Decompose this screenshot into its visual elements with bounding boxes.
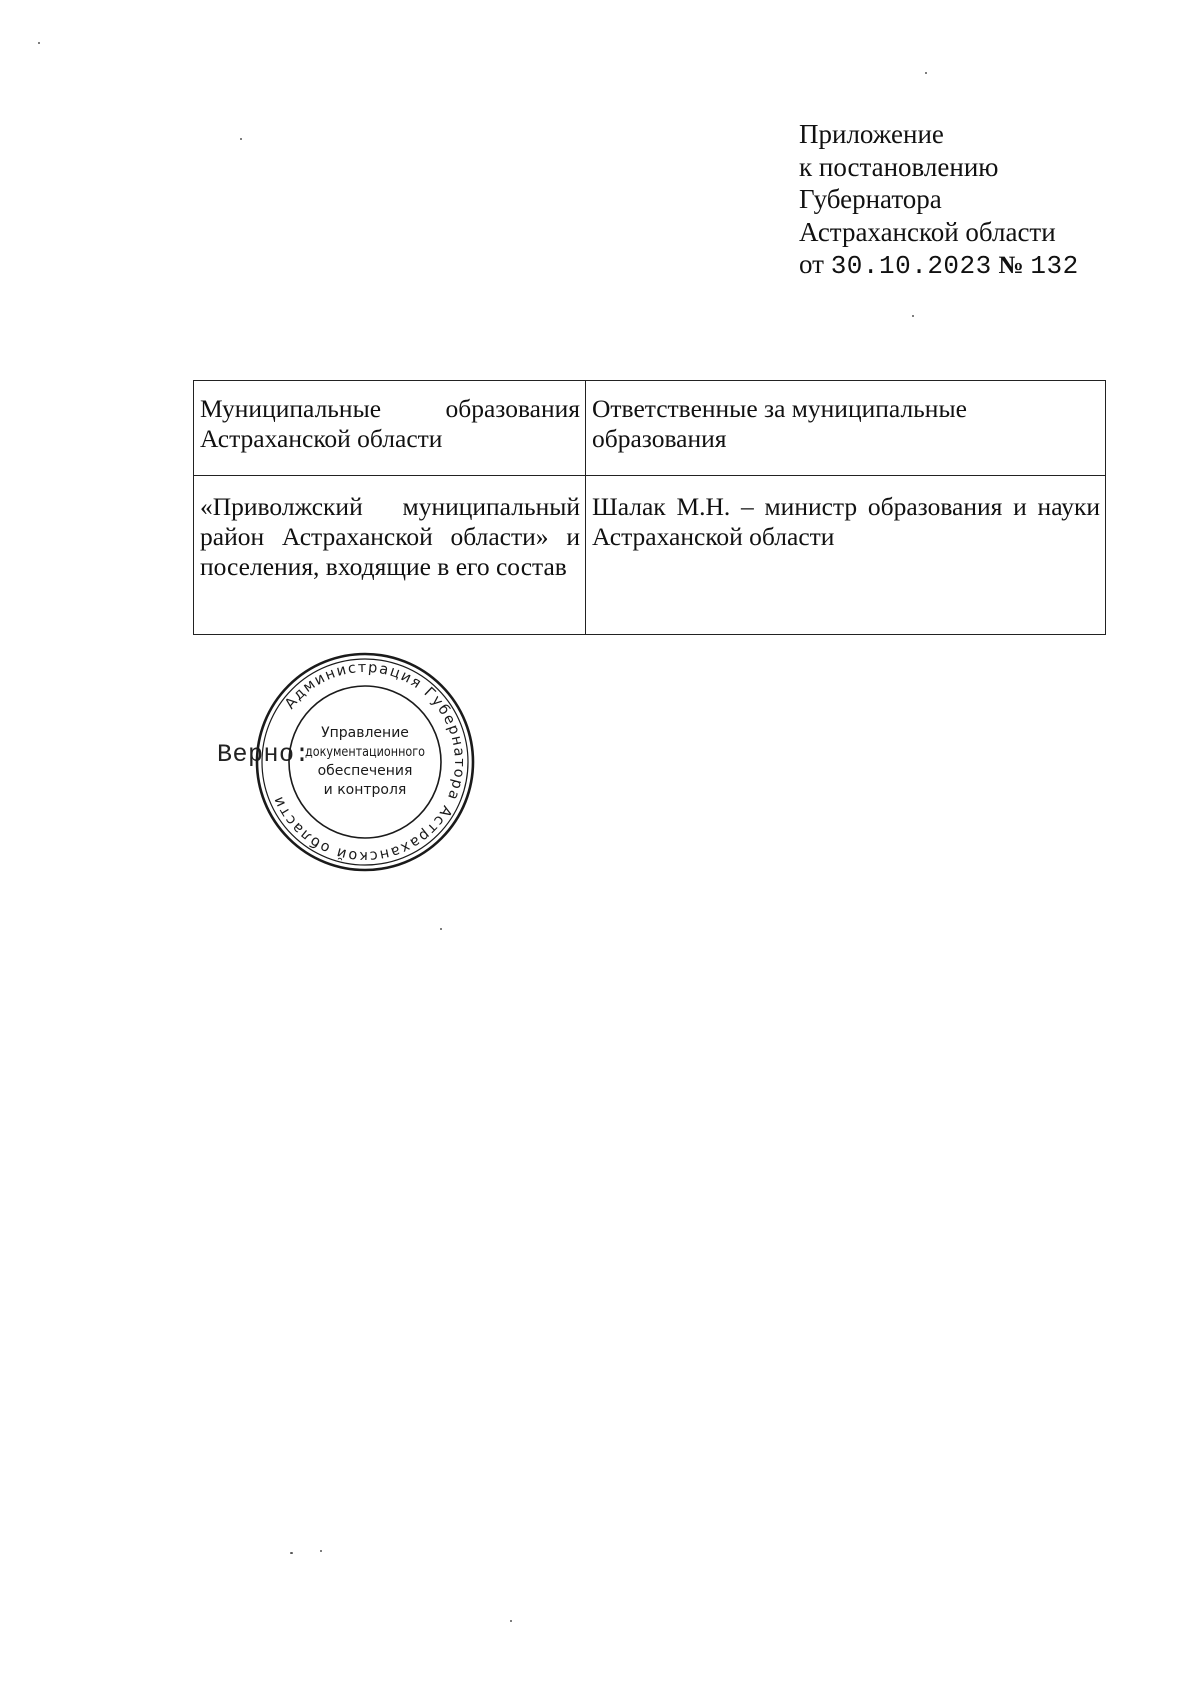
scan-speck — [912, 315, 914, 317]
appendix-label: Приложение — [799, 119, 944, 149]
seal-inner-line-4: и контроля — [323, 782, 407, 798]
table-header-row — [194, 381, 1106, 476]
seal-inner-line-3: обеспечения — [317, 763, 413, 779]
number-sign: № — [998, 252, 1024, 279]
scan-speck — [925, 72, 927, 74]
date-prefix: от — [799, 249, 824, 279]
official-seal — [254, 651, 476, 873]
appendix-governor-line: Губернатора — [799, 184, 942, 214]
scan-speck — [510, 1620, 512, 1622]
appendix-region-line: Астраханской области — [799, 216, 1056, 247]
scan-speck — [290, 1552, 293, 1554]
appendix-resolution-line: к постановлению — [799, 151, 999, 182]
table-row — [194, 476, 1106, 635]
responsible-cell: Шалак М.Н. – министр образования и науки Астраханской области — [586, 476, 1106, 635]
seal-outer-text: Администрация Губернатора Астраханской области — [269, 659, 468, 865]
appendix-header — [799, 118, 1139, 283]
seal-inner-line-1: Управление — [321, 725, 409, 741]
seal-inner-line-2: документационного — [305, 744, 425, 760]
scan-speck — [240, 138, 242, 140]
column-header-responsible: Ответственные за муниципальные образования — [586, 381, 1106, 476]
column-header-municipalities: Муниципальные образования Астраханской области — [194, 381, 586, 476]
scan-speck — [38, 42, 40, 44]
seal-inner-ring — [289, 686, 441, 838]
municipality-cell: «Приволжский муниципальный район Астраханской области» и поселения, входящие в его состав — [194, 476, 586, 635]
resolution-date: 30.10.2023 — [830, 251, 992, 281]
responsibility-table — [193, 380, 1106, 635]
scan-speck — [440, 928, 442, 930]
resolution-number: 132 — [1030, 251, 1079, 281]
appendix-date-line — [799, 248, 1139, 283]
scan-speck — [320, 1550, 322, 1552]
certification-verno: Верно: — [217, 740, 311, 769]
